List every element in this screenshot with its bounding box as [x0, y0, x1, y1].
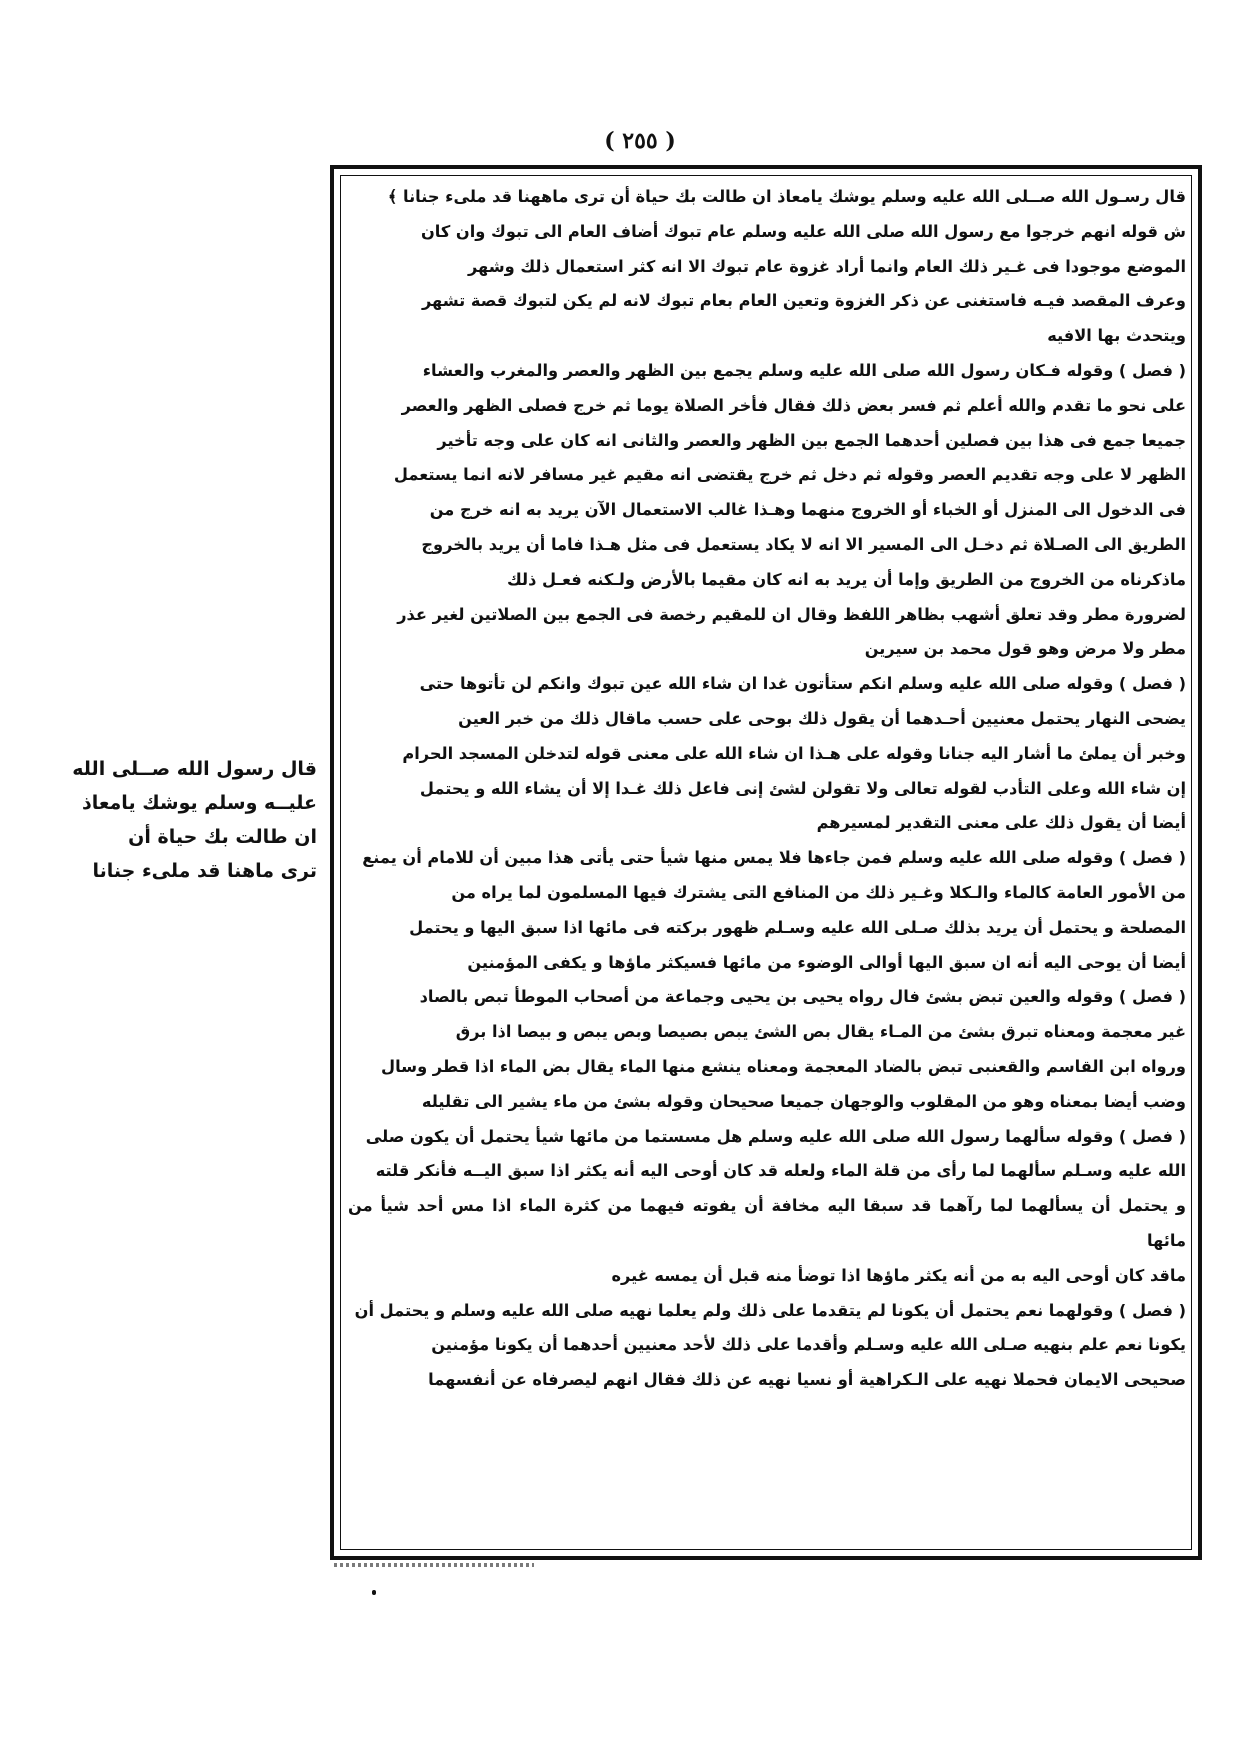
- text-line: صحيحى الايمان فحملا نهيه على الـكراهية أو نسيا نهيه عن ذلك فقال انهم ليصرفاه عن أنفسهما: [428, 1370, 1186, 1390]
- margin-note-line: عليــه وسلم يوشك يامعاذ: [81, 792, 317, 814]
- text-line: ش قوله انهم خرجوا مع رسول الله صلى الله عليه وسلم عام تبوك أضاف العام الى تبوك وان كان: [420, 221, 1186, 241]
- text-line: وعرف المقصد فيـه فاستغنى عن ذكر الغزوة وتعين العام بعام تبوك لانه لم يكن لتبوك قصة تشهر: [421, 291, 1186, 311]
- text-line: الله عليه وسـلم سألهما لما رأى من قلة الماء ولعله قد كان أوحى اليه أنه يكثر اذا سبق اليــه فأنكر قلته: [375, 1161, 1186, 1181]
- text-line: الموضع موجودا فى غـير ذلك العام وانما أراد غزوة عام تبوك الا انه كثر استعمال ذلك وشهر: [467, 256, 1186, 276]
- page-number: ( ٢٥٥ ): [604, 128, 676, 154]
- margin-note-line: ان طالت بك حياة أن: [128, 826, 317, 848]
- text-line: إن شاء الله وعلى التأدب لقوله تعالى ولا تقولن لشئ إنى فاعل ذلك غـدا إلا أن يشاء الله و يحتمل: [419, 778, 1186, 798]
- text-line: ( فصل ) وقوله صلى الله عليه وسلم فمن جاءها فلا يمس منها شيأ حتى يأتى هذا مبين أن للامام أن يمنع: [362, 848, 1186, 868]
- text-line: الطريق الى الصـلاة ثم دخـل الى المسير الا انه لا يكاد يستعمل فى مثل هـذا فاما أن يريد بالخروج: [421, 534, 1186, 554]
- text-line: ( فصل ) وقوله صلى الله عليه وسلم انكم ستأتون غدا ان شاء الله عين تبوك وانكم لن تأتوها حتى: [419, 674, 1186, 694]
- text-line: مطر ولا مرض وهو قول محمد بن سيرين: [864, 639, 1186, 659]
- text-line: قال رسـول الله صــلى الله عليه وسلم يوشك يامعاذ ان طالت بك حياة أن ترى ماههنا قد ملىء جنانا ﴾: [387, 187, 1186, 206]
- text-line: غير معجمة ومعناه تبرق بشئ من المـاء يقال بص الشئ يبص بصيصا وبص يبص و بيصا اذا برق: [455, 1022, 1186, 1042]
- text-line: ورواه ابن القاسم والقعنبى تبض بالضاد المعجمة ومعناه ينشع منها الماء يقال بض الماء اذا قطر وسال: [381, 1056, 1186, 1076]
- text-line: ( فصل ) وقوله والعين تبض بشئ فال رواه يحيى بن يحيى وجماعة من أصحاب الموطأ تبص بالصاد: [419, 987, 1186, 1007]
- text-line: الظهر لا على وجه تقديم العصر وقوله ثم دخل ثم خرج يقتضى انه مقيم غير مسافر لانه انما يستعمل: [393, 465, 1186, 485]
- text-line: على نحو ما تقدم والله أعلم ثم فسر بعض ذلك فقال فأخر الصلاة يوما ثم خرج فصلى الظهر والعصر: [401, 395, 1186, 415]
- text-line: أيضا أن يوحى اليه أنه ان سبق اليها أوالى الوضوء من مائها فسيكثر ماؤها و يكفى المؤمنين: [467, 952, 1186, 972]
- text-line: ويتحدث بها الافيه: [1047, 326, 1186, 346]
- text-line: من الأمور العامة كالماء والـكلا وغـير ذلك من المنافع التى يشترك فيها المسلمون لما يراه من: [451, 882, 1186, 902]
- text-line: المصلحة و يحتمل أن يريد بذلك صـلى الله عليه وسـلم ظهور بركته فى مائها اذا سبق اليها و يحتمل: [409, 917, 1186, 937]
- text-line: يكونا نعم علم بنهيه صـلى الله عليه وسـلم وأقدما على ذلك لأحد معنيين أحدهما أن يكونا مؤمنين: [431, 1335, 1186, 1355]
- text-line: فى الدخول الى المنزل أو الخباء أو الخروج منهما وهـذا غالب الاستعمال الآن يريد به انه خرج من: [429, 500, 1186, 520]
- text-line: و يحتمل أن يسألهما لما رآهما قد سبقا اليه مخافة أن يفوته فيهما من كثرة الماء اذا مس أحد شيأ من مائها: [348, 1196, 1186, 1250]
- text-line: وخبر أن يملئ ما أشار اليه جنانا وقوله على هـذا ان شاء الله على معنى قوله لتدخلن المسجد الحرام: [402, 743, 1186, 763]
- main-text-block: [348, 180, 1186, 1398]
- text-line: ( فصل ) وقوله فـكان رسول الله صلى الله عليه وسلم يجمع بين الظهر والعصر والمغرب والعشاء: [422, 360, 1186, 380]
- text-line: يضحى النهار يحتمل معنيين أحـدهما أن يقول ذلك بوحى على حسب ماقال ذلك من خبر العين: [458, 708, 1186, 728]
- text-line: ماذكرناه من الخروج من الطريق وإما أن يريد به انه كان مقيما بالأرض ولـكنه فعـل ذلك: [506, 569, 1186, 589]
- text-line: جميعا جمع فى هذا بين فصلين أحدهما الجمع بين الظهر والعصر والثانى انه كان على وجه تأخير: [437, 430, 1186, 450]
- text-line: لضرورة مطر وقد تعلق أشهب بظاهر اللفظ وقال ان للمقيم رخصة فى الجمع بين الصلاتين لغير عذر: [397, 604, 1186, 624]
- text-line: ماقد كان أوحى اليه به من أنه يكثر ماؤها اذا توضأ منه قبل أن يمسه غيره: [611, 1265, 1186, 1285]
- margin-note-line: قال رسول الله صــلى الله: [72, 758, 317, 780]
- text-line: ( فصل ) وقوله سألهما رسول الله صلى الله عليه وسلم هل مسستما من مائها شيأ يحتمل أن يكون صلى: [365, 1126, 1186, 1146]
- text-line: ( فصل ) وقولهما نعم يحتمل أن يكونا لم يتقدما على ذلك ولم يعلما نهيه صلى الله عليه وسلم و يحتمل أن: [354, 1300, 1186, 1320]
- margin-note-line: ترى ماهنا قد ملىء جنانا: [92, 860, 317, 882]
- text-line: وضب أيضا بمعناه وهو من المقلوب والوجهان جميعا صحيحان وقوله بشئ من ماء يشير الى تقليله: [421, 1091, 1186, 1111]
- print-artifact-dot: [372, 1590, 376, 1595]
- text-line: أيضا أن يقول ذلك على معنى التقدير لمسيرهم: [816, 813, 1186, 833]
- print-artifact-rule: [334, 1563, 534, 1567]
- margin-note: [72, 752, 317, 888]
